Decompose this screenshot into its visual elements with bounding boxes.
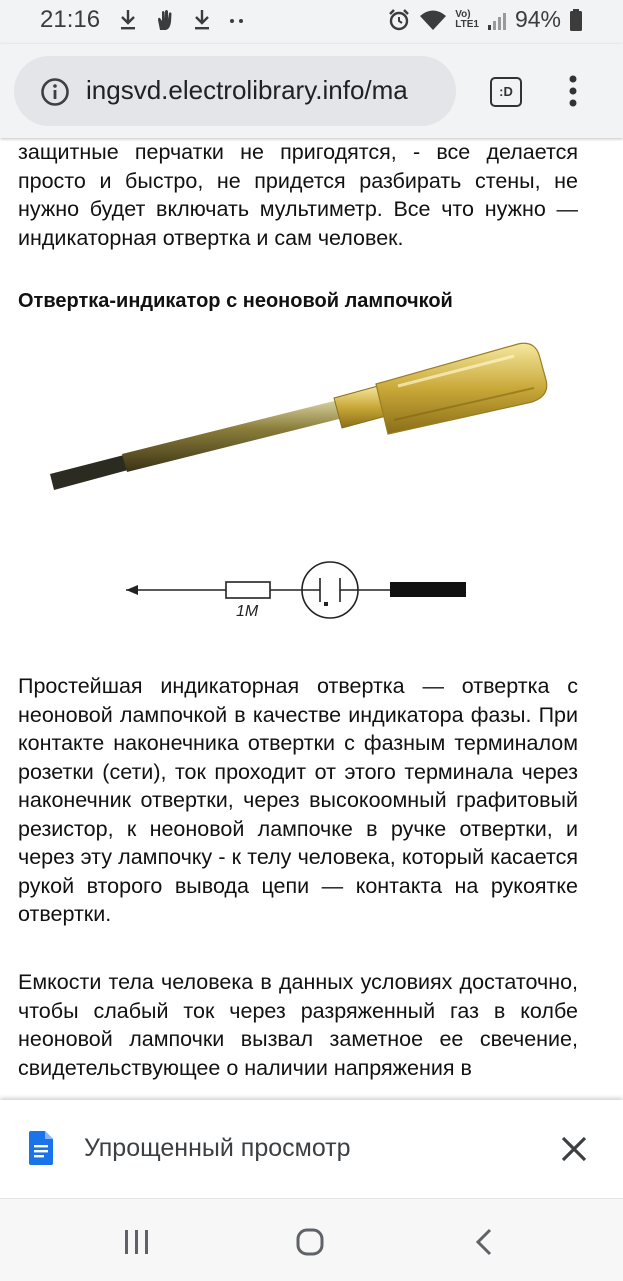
paragraph-description: Простейшая индикаторная отвертка — отвертка с неоновой лампочкой в качестве индикатора фазы. При контакте наконечника отвертки с фазным терминалом розетки (сети), ток проходит от этого терминала через наконечник отвертки, через высокоомный графитовый резистор, к неоновой лампочке в ручке отвертки, и через эту лампочку - к телу человека, который касается рукой второго вывода цепи — контакта на рукоятке отвертки.	[18, 674, 578, 926]
status-system-icons	[387, 6, 583, 33]
document-icon	[29, 1131, 53, 1165]
paragraph-intro: защитные перчатки не пригодятся, - все делается просто и быстро, не придется разбирать стены, не нужно будет включать мультиметр. Все что нужно — индикаторная отвертка и сам человек.	[18, 140, 578, 250]
status-time: 21:16	[40, 6, 101, 33]
download-icon	[118, 8, 138, 32]
tab-switcher-button[interactable]: :D	[490, 77, 522, 107]
back-icon[interactable]	[474, 1227, 494, 1257]
signal-icon	[487, 8, 507, 32]
resistor-label: 1M	[236, 603, 259, 620]
info-icon[interactable]	[40, 77, 70, 107]
simplified-view-label[interactable]: Упрощенный просмотр	[84, 1134, 351, 1162]
article-content	[18, 138, 578, 1100]
menu-icon[interactable]	[566, 74, 580, 108]
home-icon[interactable]	[296, 1228, 324, 1256]
paragraph-capacitance: Емкости тела человека в данных условиях достаточно, чтобы слабый ток через разряженный газ в колбе неоновой лампочки вызвал заметное ее свечение, свидетельствующее о наличии напряжения в	[18, 970, 578, 1080]
section-heading: Отвертка-индикатор с неоновой лампочкой	[18, 290, 453, 312]
screwdriver-figure	[38, 334, 578, 664]
alarm-icon	[387, 8, 411, 32]
url-text[interactable]: ingsvd.electrolibrary.info/ma	[86, 75, 408, 105]
recent-apps-icon[interactable]	[122, 1229, 152, 1255]
url-bar[interactable]	[14, 56, 456, 126]
battery-icon	[569, 8, 583, 32]
volte-icon	[455, 10, 479, 30]
screwdriver-image	[38, 334, 578, 664]
volte-bottom-label: LTE1	[455, 18, 479, 30]
volte-top-label: Vo)	[455, 8, 471, 20]
status-notification-icons	[118, 8, 246, 32]
navigation-bar	[0, 1198, 623, 1281]
close-icon[interactable]	[560, 1135, 588, 1163]
download-icon	[192, 8, 212, 32]
more-dots-icon	[228, 8, 246, 32]
simplified-view-bar[interactable]	[0, 1100, 623, 1198]
battery-percent: 94%	[514, 6, 561, 32]
status-bar	[0, 0, 623, 44]
hand-icon	[154, 8, 176, 32]
wifi-icon	[419, 8, 447, 32]
browser-toolbar	[0, 44, 623, 138]
